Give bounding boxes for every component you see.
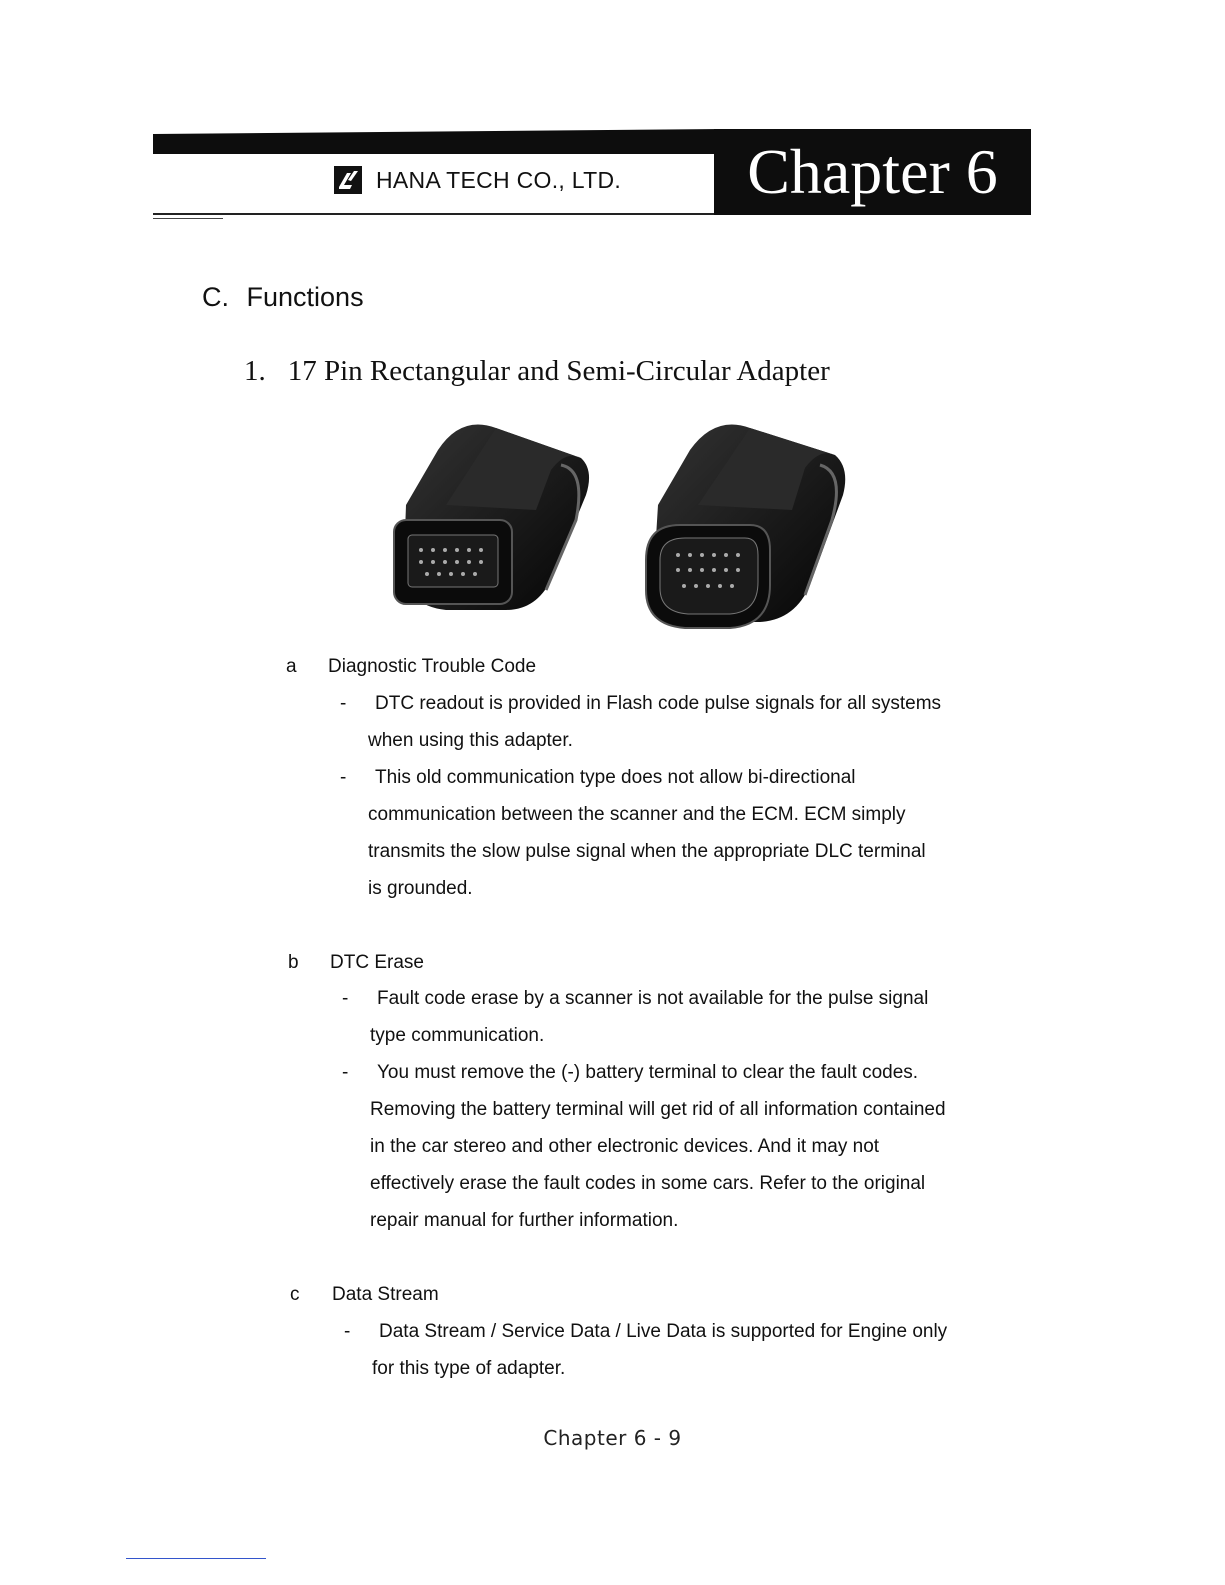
company-header <box>334 165 621 195</box>
company-name: HANA TECH CO., LTD. <box>376 166 622 193</box>
subsection-number: 1. <box>244 355 266 387</box>
bullet-dash: - <box>342 988 349 1009</box>
item-title: DTC Erase <box>330 952 424 973</box>
item-b-heading <box>288 952 424 974</box>
bullet-line: for this type of adapter. <box>372 1358 566 1379</box>
bullet-line: communication between the scanner and the ECM. ECM simply <box>368 804 906 825</box>
bullet-line: when using this adapter. <box>368 730 573 751</box>
page-footer: Chapter 6 - 9 <box>543 1426 682 1450</box>
bullet-line: Fault code erase by a scanner is not available for the pulse signal <box>377 988 929 1009</box>
item-title: Data Stream <box>332 1284 439 1305</box>
bullet-line: Data Stream / Service Data / Live Data is supported for Engine only <box>379 1321 948 1342</box>
bullet-line: This old communication type does not allow bi-directional <box>375 767 856 788</box>
item-a-heading <box>286 656 536 678</box>
bullet-line: DTC readout is provided in Flash code pulse signals for all systems <box>375 693 942 714</box>
header-rule-left <box>153 218 223 219</box>
rectangular-adapter-image <box>386 410 596 635</box>
bullet-line: repair manual for further information. <box>370 1210 679 1231</box>
subsection-title: 17 Pin Rectangular and Semi-Circular Adapter <box>287 355 830 387</box>
company-logo-icon <box>334 166 362 194</box>
item-c-heading <box>290 1284 439 1306</box>
bullet-line: type communication. <box>370 1025 545 1046</box>
item-b-bullet-1 <box>342 980 929 1054</box>
item-letter: a <box>286 656 297 677</box>
semi-circular-adapter-image <box>640 410 855 635</box>
chapter-title: Chapter 6 <box>747 136 998 207</box>
chapter-badge <box>714 129 1031 215</box>
item-a-bullet-2 <box>340 759 926 907</box>
section-title: Functions <box>246 282 364 312</box>
footer-link-underline <box>126 1558 266 1559</box>
header-bar <box>153 129 723 154</box>
bullet-line: transmits the slow pulse signal when the appropriate DLC terminal <box>368 841 926 862</box>
bullet-line: is grounded. <box>368 878 473 899</box>
bullet-dash: - <box>340 693 347 714</box>
bullet-line: effectively erase the fault codes in some cars. Refer to the original <box>370 1173 926 1194</box>
item-a-bullet-1 <box>340 685 942 759</box>
header-rule <box>153 213 723 215</box>
item-letter: b <box>288 952 299 973</box>
bullet-line: You must remove the (-) battery terminal to clear the fault codes. <box>377 1062 919 1083</box>
section-label: C. <box>202 282 229 312</box>
section-heading <box>202 282 364 313</box>
bullet-line: Removing the battery terminal will get rid of all information contained <box>370 1099 946 1120</box>
item-title: Diagnostic Trouble Code <box>328 656 537 677</box>
bullet-dash: - <box>344 1321 351 1342</box>
bullet-line: in the car stereo and other electronic devices. And it may not <box>370 1136 880 1157</box>
item-c-bullet-1 <box>344 1313 948 1387</box>
item-letter: c <box>290 1284 300 1305</box>
bullet-dash: - <box>342 1062 349 1083</box>
item-b-bullet-2 <box>342 1054 946 1239</box>
subsection-heading <box>244 355 830 388</box>
bullet-dash: - <box>340 767 347 788</box>
